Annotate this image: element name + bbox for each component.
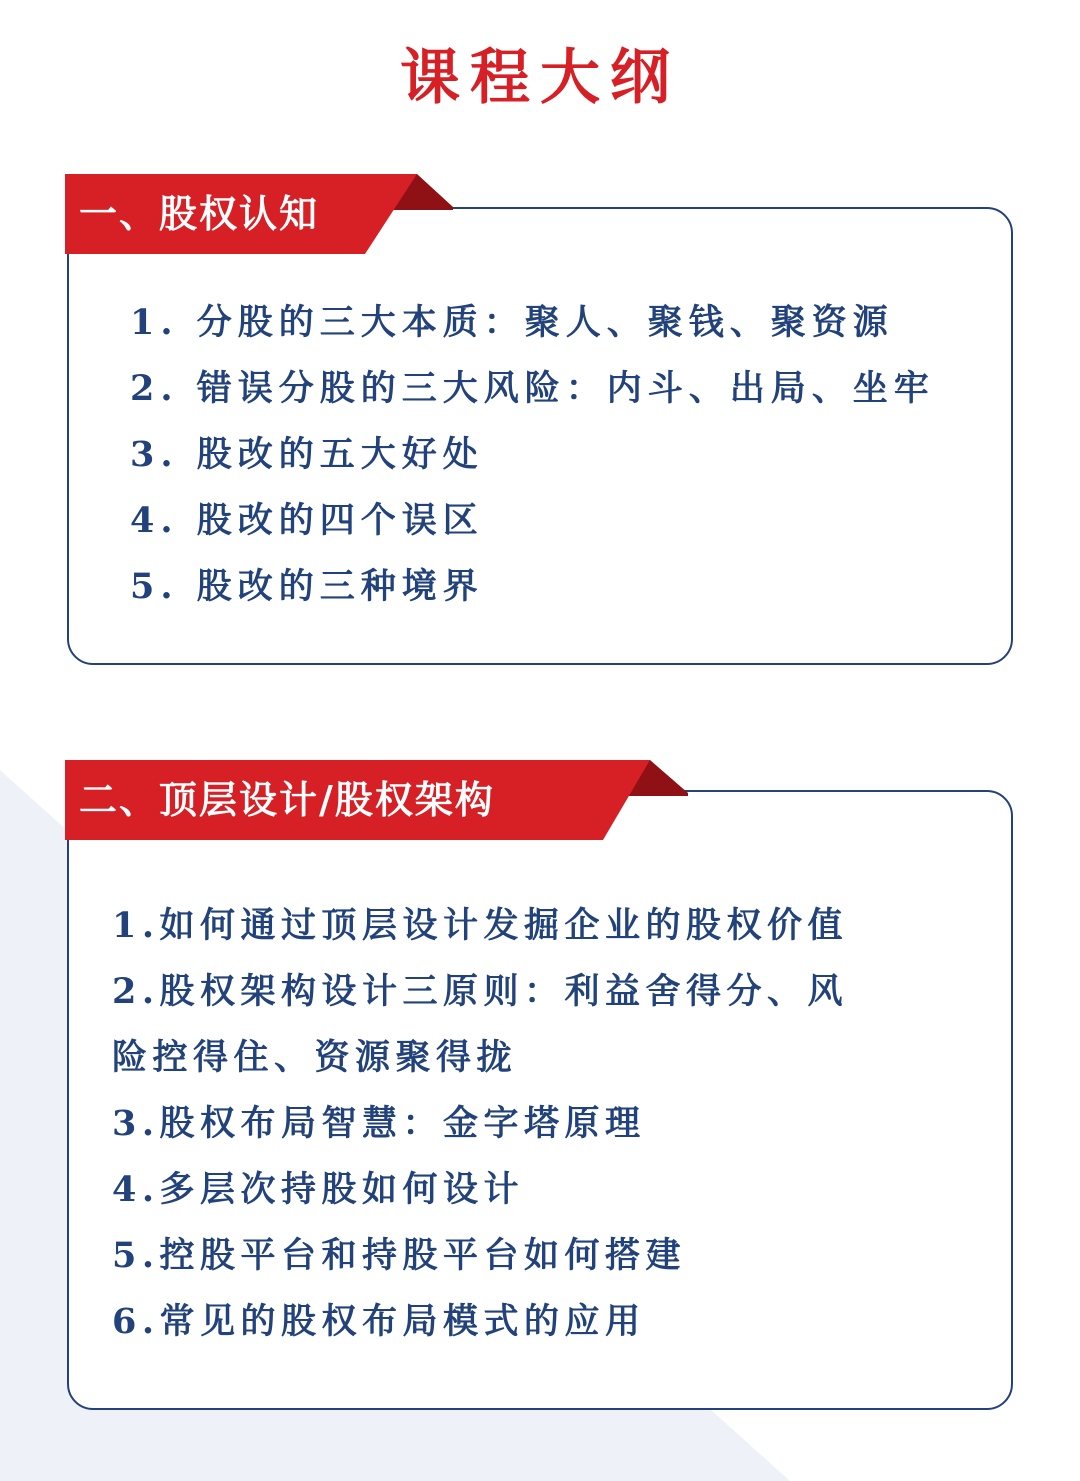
- section-heading-ribbon-1: [65, 174, 455, 256]
- section-2-item-list: [112, 893, 992, 1355]
- list-item: 3. 股改的五大好处: [130, 434, 484, 475]
- list-item: 1. 分股的三大本质：聚人、聚钱、聚资源: [130, 302, 894, 343]
- section-heading: 一、股权认知: [79, 191, 320, 236]
- section-heading-ribbon-2: [65, 760, 690, 842]
- list-item: 6.常见的股权布局模式的应用: [112, 1301, 646, 1342]
- section-1-item-list: [130, 290, 1010, 620]
- page-title: 课程大纲: [400, 43, 680, 113]
- list-item: 2. 错误分股的三大风险：内斗、出局、坐牢: [130, 368, 935, 409]
- list-item: 5.控股平台和持股平台如何搭建: [112, 1235, 687, 1276]
- section-heading: 二、顶层设计/股权架构: [79, 777, 495, 822]
- list-item: 2.股权架构设计三原则：利益舍得分、风: [112, 971, 849, 1012]
- list-item: 4.多层次持股如何设计: [112, 1169, 525, 1210]
- list-item: 5. 股改的三种境界: [130, 566, 484, 607]
- list-item: 4. 股改的四个误区: [130, 500, 484, 541]
- list-item: 3.股权布局智慧：金字塔原理: [112, 1103, 646, 1144]
- list-item: 1.如何通过顶层设计发掘企业的股权价值: [112, 905, 849, 946]
- list-item: 险控得住、资源聚得拢: [112, 1037, 518, 1078]
